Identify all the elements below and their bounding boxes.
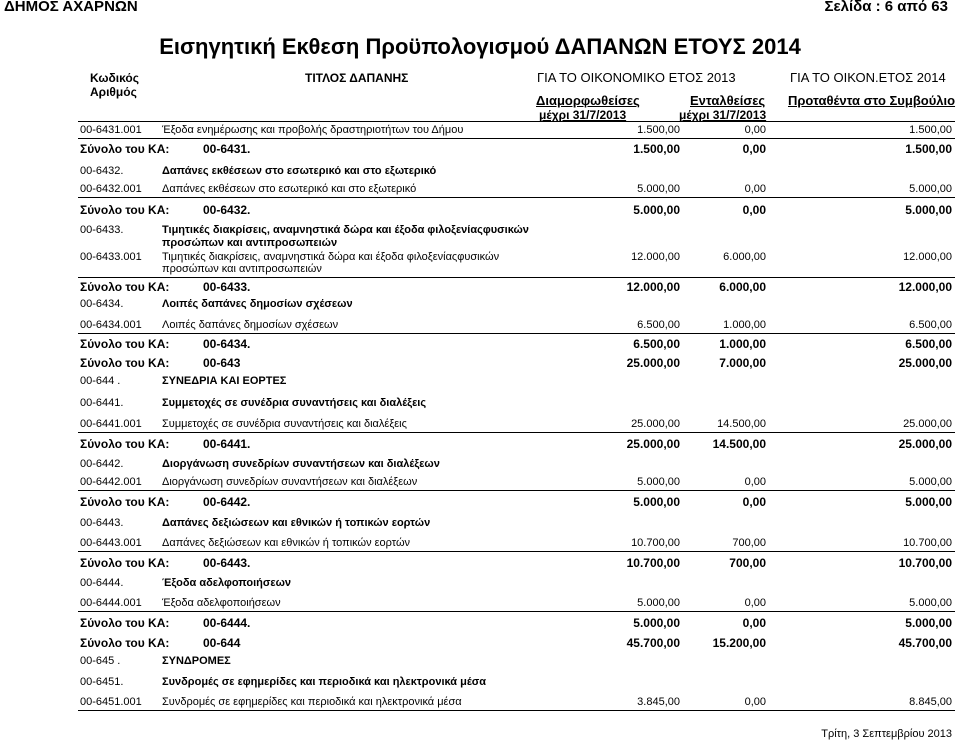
item-description-line2: προσώπων και αντιπροσωπειών <box>162 263 322 275</box>
shaped-value: 5.000,00 <box>637 476 680 488</box>
item-code: 00-6433.001 <box>80 251 142 263</box>
section-row <box>0 458 960 472</box>
total-committed-value: 1.000,00 <box>719 337 766 351</box>
section-code: 00-6443. <box>80 517 124 529</box>
proposed-value: 5.000,00 <box>909 476 952 488</box>
table-row <box>0 537 960 551</box>
row-underline <box>78 490 955 491</box>
item-code: 00-6443.001 <box>80 537 142 549</box>
total-label: Σύνολο του ΚΑ: <box>80 495 170 509</box>
table-row <box>0 124 960 138</box>
table-row <box>0 251 960 275</box>
total-shaped-value: 5.000,00 <box>633 616 680 630</box>
section-row <box>0 224 960 249</box>
proposed-value: 1.500,00 <box>909 124 952 136</box>
report-title: Εισηγητική Εκθεση Προϋπολογισμού ΔΑΠΑΝΩΝ ΕΤΟΥΣ 2014 <box>159 34 801 59</box>
col-code-line2: Αριθμός <box>90 85 137 99</box>
col-commit-line2: μέχρι 31/7/2013 <box>679 108 767 122</box>
table-row <box>0 183 960 197</box>
item-code: 00-6432.001 <box>80 183 142 195</box>
total-row <box>0 437 960 451</box>
total-label: Σύνολο του ΚΑ: <box>80 616 170 630</box>
proposed-value: 10.700,00 <box>903 537 952 549</box>
total-proposed-value: 6.500,00 <box>905 337 952 351</box>
col-shaped-line2: μέχρι 31/7/2013 <box>539 108 627 122</box>
item-code: 00-6434.001 <box>80 319 142 331</box>
total-proposed-value: 25.000,00 <box>898 356 952 370</box>
shaped-value: 25.000,00 <box>631 418 680 430</box>
total-label: Σύνολο του ΚΑ: <box>80 356 170 370</box>
shaped-value: 5.000,00 <box>637 597 680 609</box>
total-shaped-value: 12.000,00 <box>626 280 680 294</box>
committed-value: 0,00 <box>744 183 766 195</box>
total-committed-value: 700,00 <box>729 556 766 570</box>
total-proposed-value: 5.000,00 <box>905 616 952 630</box>
col-group-2014: ΓΙΑ ΤΟ ΟΙΚΟΝ.ΕΤΟΣ 2014 <box>790 70 946 85</box>
total-row <box>0 337 960 351</box>
total-code: 00-6434. <box>203 337 251 351</box>
total-label: Σύνολο του ΚΑ: <box>80 142 170 156</box>
total-shaped-value: 5.000,00 <box>633 495 680 509</box>
row-underline <box>78 710 955 711</box>
col-commit-line1: Ενταλθείσες <box>690 93 766 108</box>
col-title: ΤΙΤΛΟΣ ΔΑΠΑΝΗΣ <box>305 71 409 85</box>
table-row <box>0 476 960 490</box>
row-underline <box>78 432 955 433</box>
total-label: Σύνολο του ΚΑ: <box>80 203 170 217</box>
row-underline <box>78 611 955 612</box>
section-title: Συνδρομές σε εφημερίδες και περιοδικά και ηλεκτρονικά μέσα <box>162 676 487 688</box>
total-code: 00-643 <box>203 356 241 370</box>
item-description: Έξοδα αδελφοποιήσεων <box>162 597 281 609</box>
organization-name: ΔΗΜΟΣ ΑΧΑΡΝΩΝ <box>4 0 138 15</box>
item-code: 00-6451.001 <box>80 696 142 708</box>
item-description: Δαπάνες εκθέσεων στο εσωτερικό και στο εξωτερικό <box>162 183 417 195</box>
committed-value: 0,00 <box>744 124 766 136</box>
col-code-line1: Κωδικός <box>90 71 140 85</box>
section-title: ΣΥΝΕΔΡΙΑ ΚΑΙ ΕΟΡΤΕΣ <box>162 375 287 387</box>
total-shaped-value: 45.700,00 <box>626 636 680 650</box>
item-code: 00-6431.001 <box>80 124 142 136</box>
section-title: Λοιπές δαπάνες δημοσίων σχέσεων <box>162 298 353 310</box>
committed-value: 6.000,00 <box>723 251 766 263</box>
committed-value: 700,00 <box>732 537 766 549</box>
total-committed-value: 7.000,00 <box>719 356 766 370</box>
item-code: 00-6444.001 <box>80 597 142 609</box>
shaped-value: 12.000,00 <box>631 251 680 263</box>
section-title-line2: προσώπων και αντιπροσωπειών <box>162 237 338 249</box>
total-code: 00-644 <box>203 636 241 650</box>
total-label: Σύνολο του ΚΑ: <box>80 636 170 650</box>
total-proposed-value: 1.500,00 <box>905 142 952 156</box>
total-committed-value: 14.500,00 <box>712 437 766 451</box>
shaped-value: 5.000,00 <box>637 183 680 195</box>
committed-value: 14.500,00 <box>717 418 766 430</box>
section-row <box>0 655 960 669</box>
total-row <box>0 280 960 294</box>
row-underline <box>78 197 955 198</box>
section-code: 00-6442. <box>80 458 124 470</box>
section-title: Δαπάνες δεξιώσεων και εθνικών ή τοπικών εορτών <box>162 517 431 529</box>
committed-value: 1.000,00 <box>723 319 766 331</box>
item-description: Συνδρομές σε εφημερίδες και περιοδικά και ηλεκτρονικά μέσα <box>162 696 462 708</box>
total-label: Σύνολο του ΚΑ: <box>80 280 170 294</box>
total-committed-value: 0,00 <box>742 203 766 217</box>
section-row <box>0 577 960 591</box>
shaped-value: 6.500,00 <box>637 319 680 331</box>
item-description: Λοιπές δαπάνες δημοσίων σχέσεων <box>162 319 339 331</box>
table-row <box>0 319 960 333</box>
section-row <box>0 165 960 179</box>
row-underline <box>78 551 955 552</box>
total-code: 00-6444. <box>203 616 251 630</box>
committed-value: 0,00 <box>744 476 766 488</box>
total-code: 00-6431. <box>203 142 251 156</box>
page-number: Σελίδα : 6 από 63 <box>824 0 948 15</box>
section-row <box>0 517 960 531</box>
section-code: 00-6434. <box>80 298 124 310</box>
proposed-value: 12.000,00 <box>903 251 952 263</box>
total-committed-value: 15.200,00 <box>712 636 766 650</box>
row-underline <box>78 333 955 334</box>
row-underline <box>78 138 955 139</box>
footer-date: Τρίτη, 3 Σεπτεμβρίου 2013 <box>821 728 952 740</box>
total-shaped-value: 6.500,00 <box>633 337 680 351</box>
table-row <box>0 696 960 710</box>
section-title: Διοργάνωση συνεδρίων συναντήσεων και διαλέξεων <box>162 458 440 470</box>
item-code: 00-6441.001 <box>80 418 142 430</box>
total-code: 00-6442. <box>203 495 251 509</box>
committed-value: 0,00 <box>744 696 766 708</box>
total-shaped-value: 25.000,00 <box>626 437 680 451</box>
section-title: ΣΥΝΔΡΟΜΕΣ <box>162 655 231 667</box>
section-code: 00-6441. <box>80 397 124 409</box>
section-row <box>0 397 960 411</box>
total-row <box>0 203 960 217</box>
total-label: Σύνολο του ΚΑ: <box>80 556 170 570</box>
proposed-value: 5.000,00 <box>909 183 952 195</box>
col-group-2013: ΓΙΑ ΤΟ ΟΙΚΟΝΟΜΙΚΟ ΕΤΟΣ 2013 <box>537 70 736 85</box>
total-proposed-value: 10.700,00 <box>898 556 952 570</box>
total-proposed-value: 5.000,00 <box>905 495 952 509</box>
shaped-value: 1.500,00 <box>637 124 680 136</box>
total-row <box>0 636 960 650</box>
section-row <box>0 298 960 312</box>
total-row <box>0 616 960 630</box>
proposed-value: 5.000,00 <box>909 597 952 609</box>
section-code: 00-645 . <box>80 655 121 667</box>
total-shaped-value: 5.000,00 <box>633 203 680 217</box>
total-code: 00-6441. <box>203 437 251 451</box>
total-code: 00-6433. <box>203 280 251 294</box>
row-underline <box>78 277 955 278</box>
section-code: 00-6451. <box>80 676 124 688</box>
total-label: Σύνολο του ΚΑ: <box>80 337 170 351</box>
item-description: Συμμετοχές σε συνέδρια συναντήσεις και διαλέξεις <box>162 418 407 430</box>
table-row <box>0 597 960 611</box>
col-shaped-line1: Διαμορφωθείσες <box>536 93 640 108</box>
total-label: Σύνολο του ΚΑ: <box>80 437 170 451</box>
section-title: Δαπάνες εκθέσεων στο εσωτερικό και στο εξωτερικό <box>162 165 437 177</box>
total-proposed-value: 45.700,00 <box>898 636 952 650</box>
total-committed-value: 0,00 <box>742 142 766 156</box>
total-committed-value: 6.000,00 <box>719 280 766 294</box>
proposed-value: 25.000,00 <box>903 418 952 430</box>
proposed-value: 6.500,00 <box>909 319 952 331</box>
total-row <box>0 495 960 509</box>
section-row <box>0 676 960 690</box>
header-divider <box>78 121 955 122</box>
shaped-value: 10.700,00 <box>631 537 680 549</box>
total-proposed-value: 25.000,00 <box>898 437 952 451</box>
item-description: Έξοδα ενημέρωσης και προβολής δραστηριοτήτων του Δήμου <box>162 124 464 136</box>
item-code: 00-6442.001 <box>80 476 142 488</box>
total-proposed-value: 12.000,00 <box>898 280 952 294</box>
total-row <box>0 556 960 570</box>
total-proposed-value: 5.000,00 <box>905 203 952 217</box>
total-shaped-value: 25.000,00 <box>626 356 680 370</box>
section-code: 00-6433. <box>80 224 124 236</box>
proposed-value: 8.845,00 <box>909 696 952 708</box>
section-code: 00-6432. <box>80 165 124 177</box>
total-committed-value: 0,00 <box>742 495 766 509</box>
total-shaped-value: 10.700,00 <box>626 556 680 570</box>
total-code: 00-6443. <box>203 556 251 570</box>
item-description: Δαπάνες δεξιώσεων και εθνικών ή τοπικών εορτών <box>162 537 411 549</box>
total-shaped-value: 1.500,00 <box>633 142 680 156</box>
total-row <box>0 356 960 370</box>
committed-value: 0,00 <box>744 597 766 609</box>
shaped-value: 3.845,00 <box>637 696 680 708</box>
total-committed-value: 0,00 <box>742 616 766 630</box>
col-proposed: Προταθέντα στο Συμβούλιο <box>788 93 956 108</box>
table-row <box>0 418 960 432</box>
section-title: Έξοδα αδελφοποιήσεων <box>162 577 292 589</box>
total-row <box>0 142 960 156</box>
item-description: Τιμητικές διακρίσεις, αναμνηστικά δώρα και έξοδα φιλοξενίαςφυσικών <box>162 251 500 263</box>
section-code: 00-6444. <box>80 577 124 589</box>
section-title: Συμμετοχές σε συνέδρια συναντήσεις και διαλέξεις <box>162 397 427 409</box>
total-code: 00-6432. <box>203 203 251 217</box>
section-title: Τιμητικές διακρίσεις, αναμνηστικά δώρα και έξοδα φιλοξενίαςφυσικών <box>162 224 529 236</box>
section-row <box>0 375 960 389</box>
section-code: 00-644 . <box>80 375 121 387</box>
item-description: Διοργάνωση συνεδρίων συναντήσεων και διαλέξεων <box>162 476 418 488</box>
